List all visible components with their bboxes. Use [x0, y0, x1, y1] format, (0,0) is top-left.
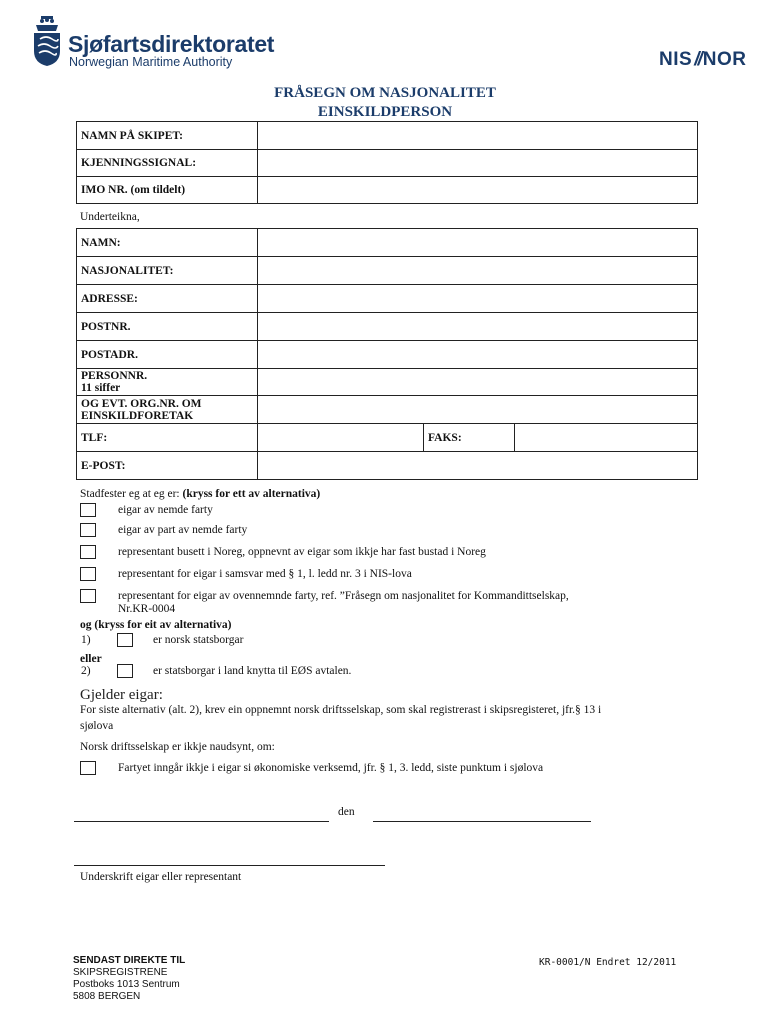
- brand-subtitle: Norwegian Maritime Authority: [69, 55, 233, 69]
- alt1-checkbox[interactable]: [117, 633, 133, 647]
- orgnr-label: [77, 396, 258, 424]
- option-resident-rep-checkbox[interactable]: [80, 545, 96, 559]
- option-part-owner-label: eigar av part av nemde farty: [118, 524, 248, 536]
- nationality-field[interactable]: [258, 257, 698, 285]
- signature-line[interactable]: [74, 865, 385, 866]
- option-kommandittselskap-ref: Nr.KR-0004: [118, 603, 176, 615]
- underteikna-text: Underteikna,: [80, 211, 140, 223]
- tlf-field[interactable]: [258, 424, 424, 452]
- date-line[interactable]: [373, 821, 591, 822]
- faks-field[interactable]: [515, 424, 698, 452]
- crest-logo-icon: [32, 15, 62, 67]
- faks-label: FAKS:: [424, 424, 515, 452]
- option-part-owner-checkbox[interactable]: [80, 523, 96, 537]
- signature-caption: Underskrift eigar eller representant: [80, 871, 242, 883]
- personnr-label-line1: PERSONNR.: [81, 370, 148, 382]
- orgnr-label-line1: OG EVT. ORG.NR. OM: [81, 397, 202, 410]
- imo-label: IMO NR. (om tildelt): [77, 177, 258, 204]
- address-field[interactable]: [258, 285, 698, 313]
- personnr-label-line2: 11 siffer: [81, 382, 121, 394]
- nis-text: NIS: [659, 49, 693, 70]
- ship-name-field[interactable]: [258, 122, 698, 150]
- form-title: FRÅSEGN OM NASJONALITET: [274, 85, 496, 101]
- address-label: ADRESSE:: [77, 285, 258, 313]
- option-owner-label: eigar av nemde farty: [118, 504, 213, 516]
- brand-name: Sjøfartsdirektoratet: [68, 31, 275, 57]
- personnr-field[interactable]: [258, 369, 698, 396]
- place-line[interactable]: [74, 821, 329, 822]
- option-resident-rep-label: representant busett i Noreg, oppnevnt av eigar som ikkje har fast bustad i Noreg: [118, 546, 486, 558]
- person-info-table: [76, 228, 698, 480]
- nis-nor-logo: [659, 49, 746, 71]
- call-sign-label: KJENNINGSSIGNAL:: [77, 150, 258, 177]
- name-label: NAMN:: [77, 229, 258, 257]
- epost-field[interactable]: [258, 452, 698, 480]
- postnr-field[interactable]: [258, 313, 698, 341]
- nationality-label: NASJONALITET:: [77, 257, 258, 285]
- option-nis-rep-checkbox[interactable]: [80, 567, 96, 581]
- option-kommandittselskap-rep-label: representant for eigar av ovennemnde farty, ref. ”Fråsegn om nasjonalitet for Kommandittselskap,: [118, 590, 569, 602]
- epost-label: E-POST:: [77, 452, 258, 480]
- stadfester-instruction: (kryss for ett av alternativa): [182, 488, 321, 500]
- option-kommandittselskap-rep-checkbox[interactable]: [80, 589, 96, 603]
- alt2-label: er statsborgar i land knytta til EØS avtalen.: [153, 665, 352, 677]
- eller-text: eller: [80, 653, 102, 665]
- gjelder-heading: Gjelder eigar:: [80, 687, 163, 703]
- form-subtitle: EINSKILDPERSON: [317, 104, 453, 120]
- nis-slash: //: [694, 49, 701, 70]
- footer-city: 5808 BERGEN: [73, 991, 141, 1002]
- alt1-label: er norsk statsborgar: [153, 634, 244, 646]
- ikkje-naudsynt-text: Norsk driftsselskap er ikkje naudsynt, om:: [80, 741, 275, 753]
- option-nis-rep-label: representant for eigar i samsvar med § 1, l. ledd nr. 3 i NIS-lova: [118, 568, 412, 580]
- personnr-label: [77, 369, 258, 396]
- gjelder-text-line1: For siste alternativ (alt. 2), krev ein oppnemnt norsk driftsselskap, som skal registrerast i skipsregisteret, jfr.§ 13 i: [80, 704, 602, 716]
- den-text: den: [338, 806, 355, 818]
- option-owner-checkbox[interactable]: [80, 503, 96, 517]
- imo-field[interactable]: [258, 177, 698, 204]
- footer-address: [73, 955, 185, 1003]
- footer-sendast: SENDAST DIREKTE TIL: [73, 955, 186, 966]
- postadr-label: POSTADR.: [77, 341, 258, 369]
- name-field[interactable]: [258, 229, 698, 257]
- ship-info-table: [76, 121, 698, 204]
- alt2-checkbox[interactable]: [117, 664, 133, 678]
- call-sign-field[interactable]: [258, 150, 698, 177]
- nor-text: NOR: [702, 49, 747, 70]
- orgnr-field[interactable]: [258, 396, 698, 424]
- fartyet-checkbox[interactable]: [80, 761, 96, 775]
- alt1-number: 1): [81, 634, 91, 646]
- og-heading: og (kryss for eit av alternativa): [80, 619, 232, 631]
- form-code: KR-0001/N Endret 12/2011: [539, 957, 677, 968]
- postadr-field[interactable]: [258, 341, 698, 369]
- alt2-number: 2): [81, 665, 91, 677]
- footer-skipsregistrene: SKIPSREGISTRENE: [73, 967, 168, 978]
- gjelder-text-line2: sjølova: [80, 720, 114, 732]
- fartyet-label: Fartyet inngår ikkje i eigar si økonomiske verksemd, jfr. § 1, 3. ledd, siste punktum i sjølova: [118, 762, 544, 774]
- stadfester-prefix: Stadfester eg at eg er:: [80, 488, 180, 500]
- footer-postboks: Postboks 1013 Sentrum: [73, 979, 180, 990]
- postnr-label: POSTNR.: [77, 313, 258, 341]
- orgnr-label-line2: EINSKILDFORETAK: [81, 409, 194, 422]
- tlf-label: TLF:: [77, 424, 258, 452]
- stadfester-line: [80, 488, 320, 500]
- ship-name-label: NAMN PÅ SKIPET:: [77, 122, 258, 150]
